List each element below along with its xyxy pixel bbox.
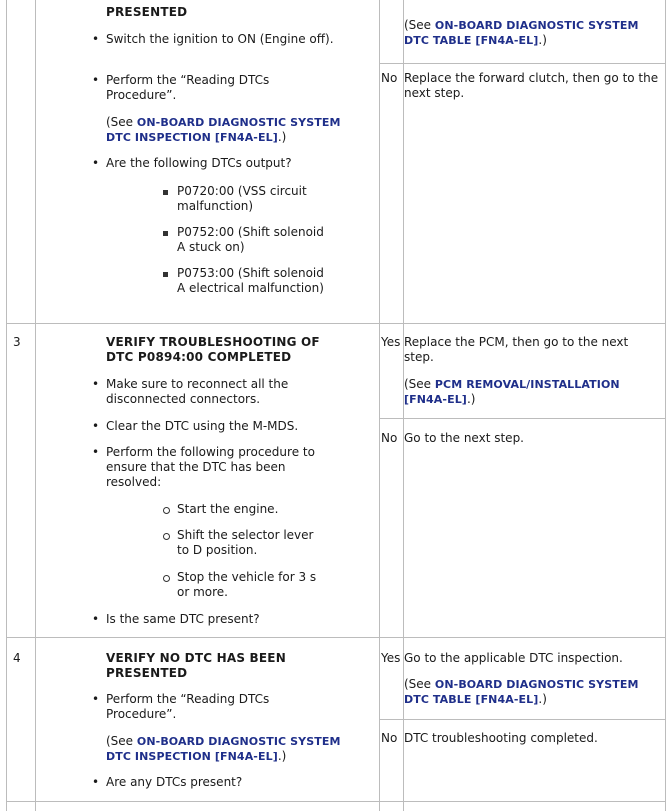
result-label: Yes <box>381 651 401 665</box>
row-divider <box>379 418 666 419</box>
list-item: • Make sure to reconnect all the disconnected connectors. <box>106 377 326 407</box>
row-divider <box>6 637 666 638</box>
reference-link[interactable]: ON-BOARD DIAGNOSTIC SYSTEM DTC INSPECTION [FN4A-EL] <box>106 116 341 144</box>
column-divider <box>379 0 380 811</box>
reference-link[interactable]: ON-BOARD DIAGNOSTIC SYSTEM DTC TABLE [FN4A-EL] <box>404 678 639 706</box>
sub-list-item: Shift the selector lever to D position. <box>177 528 317 558</box>
see-reference: (See ON-BOARD DIAGNOSTIC SYSTEM DTC TABLE [FN4A-EL].) <box>404 18 639 47</box>
action-text: Go to the next step. <box>404 431 524 445</box>
action-text: Replace the forward clutch, then go to the next step. <box>404 71 659 100</box>
result-label: No <box>381 71 398 85</box>
reference-link[interactable]: ON-BOARD DIAGNOSTIC SYSTEM DTC INSPECTION [FN4A-EL] <box>106 735 341 763</box>
see-reference: (See ON-BOARD DIAGNOSTIC SYSTEM DTC INSPECTION [FN4A-EL].) <box>106 115 341 144</box>
step-number: 3 <box>13 335 21 349</box>
see-reference: (See ON-BOARD DIAGNOSTIC SYSTEM DTC INSPECTION [FN4A-EL].) <box>106 734 341 763</box>
list-item: • Switch the ignition to ON (Engine off). <box>106 32 346 47</box>
list-item: • Clear the DTC using the M-MDS. <box>106 419 374 434</box>
list-item: • Perform the following procedure to ensure that the DTC has been resolved: <box>106 445 341 490</box>
row-divider <box>6 323 666 324</box>
sub-list-item: P0720:00 (VSS circuit malfunction) <box>177 184 327 214</box>
sub-list-item: Stop the vehicle for 3 s or more. <box>177 570 317 599</box>
sub-list-item: Start the engine. <box>177 502 327 517</box>
step-title: VERIFY NO DTC HAS BEEN PRESENTED <box>106 651 286 680</box>
list-item: • Is the same DTC present? <box>106 612 374 627</box>
action-text: Go to the applicable DTC inspection. <box>404 651 623 665</box>
sub-list-item: P0753:00 (Shift solenoid A electrical malfunction) <box>177 266 327 296</box>
result-label: Yes <box>381 335 401 349</box>
action-text: Replace the PCM, then go to the next step. <box>404 335 629 364</box>
action-text: DTC troubleshooting completed. <box>404 731 598 745</box>
result-label: No <box>381 731 398 745</box>
step-number: 4 <box>13 651 21 665</box>
row-divider <box>379 63 666 64</box>
step-title: VERIFY TROUBLESHOOTING OF DTC P0894:00 COMPLETED <box>106 335 320 364</box>
result-label: No <box>381 431 398 445</box>
reference-link[interactable]: ON-BOARD DIAGNOSTIC SYSTEM DTC TABLE [FN4A-EL] <box>404 19 639 47</box>
list-item: • Perform the “Reading DTCs Procedure”. <box>106 73 306 103</box>
list-item: • Are the following DTCs output? <box>106 156 374 171</box>
step-cell <box>106 5 374 20</box>
row-divider <box>379 719 666 720</box>
table-border-left <box>6 0 7 811</box>
sub-list-item: P0752:00 (Shift solenoid A stuck on) <box>177 225 327 255</box>
see-reference: (See ON-BOARD DIAGNOSTIC SYSTEM DTC TABLE [FN4A-EL].) <box>404 677 639 706</box>
list-item: • Perform the “Reading DTCs Procedure”. <box>106 692 306 722</box>
list-item: • Are any DTCs present? <box>106 775 374 790</box>
step-title: PRESENTED <box>106 5 188 19</box>
reference-link[interactable]: PCM REMOVAL/INSTALLATION [FN4A-EL] <box>404 378 620 406</box>
table-border-bottom <box>6 801 666 802</box>
column-divider <box>35 0 36 811</box>
see-reference: (See PCM REMOVAL/INSTALLATION [FN4A-EL].) <box>404 377 620 406</box>
